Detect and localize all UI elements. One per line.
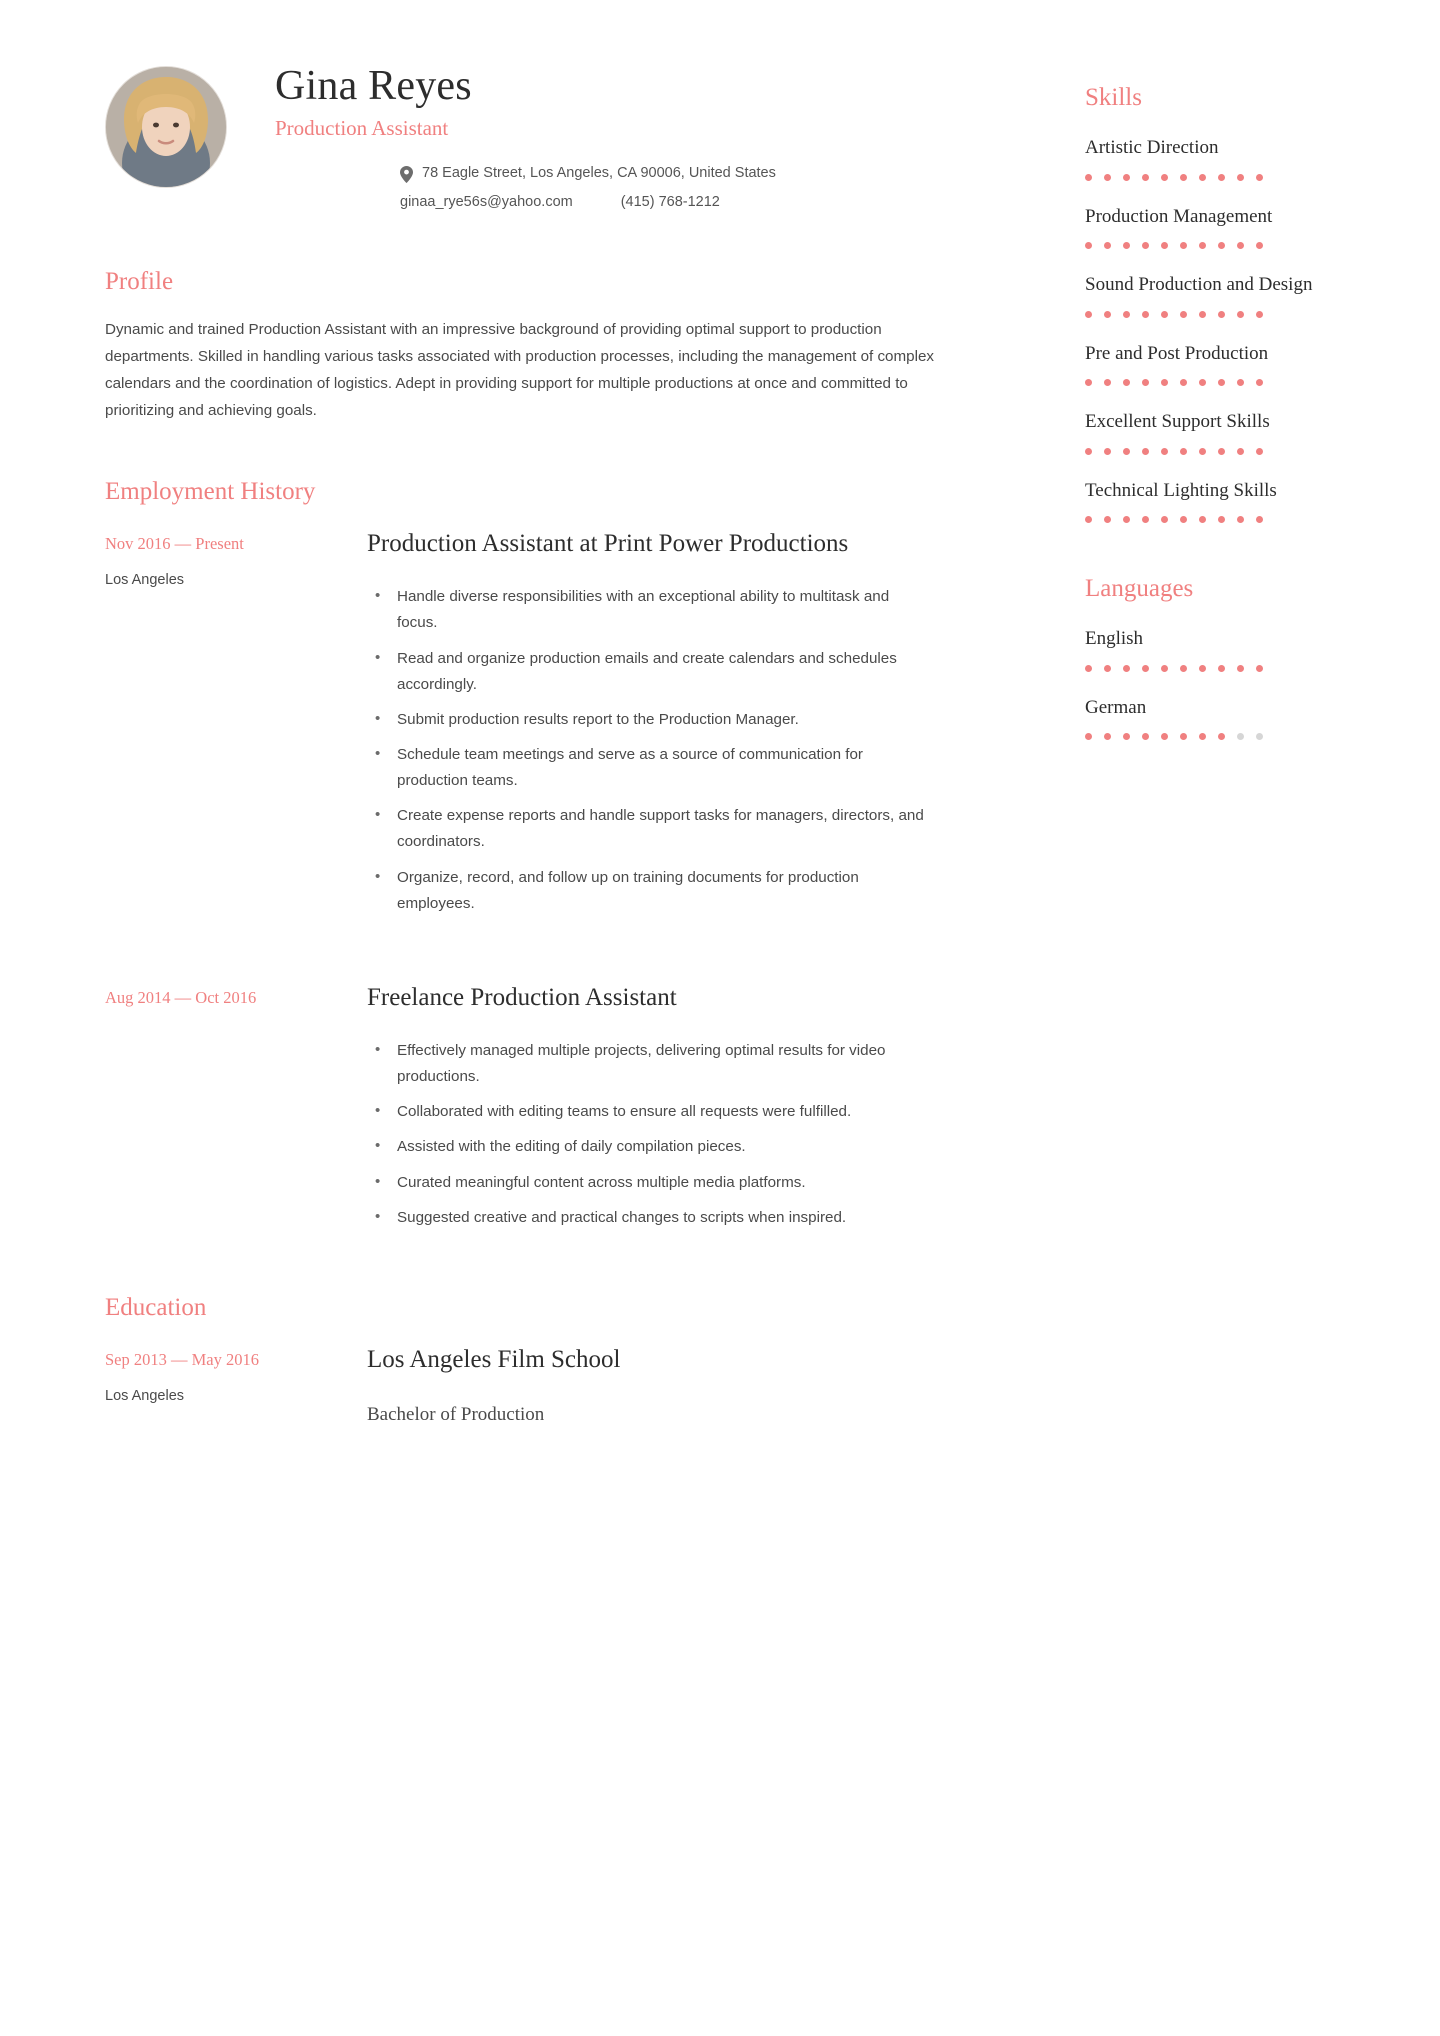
rating-dot (1161, 665, 1168, 672)
skill-item (1085, 271, 1385, 318)
entry-body (367, 526, 960, 926)
rating-dot (1199, 379, 1206, 386)
rating-dot (1180, 516, 1187, 523)
rating-dot (1237, 516, 1244, 523)
rating-dot (1237, 379, 1244, 386)
rating-dot (1180, 448, 1187, 455)
list-item: • Read and organize production emails and create calendars and schedules accordingly. (367, 646, 927, 698)
rating-dot (1256, 379, 1263, 386)
entry-date: Nov 2016 — Present (105, 533, 244, 553)
rating-dot (1123, 516, 1130, 523)
list-item: • Create expense reports and handle support tasks for managers, directors, and coordinators. (367, 803, 927, 855)
contact-email-phone-line (400, 192, 776, 214)
rating-dot (1142, 516, 1149, 523)
entry-bullets (367, 584, 960, 917)
rating-dot (1237, 665, 1244, 672)
entry-bullets (367, 1038, 960, 1231)
sidebar (1085, 56, 1385, 762)
employment-section (105, 478, 960, 1240)
language-level-dots (1085, 733, 1385, 740)
rating-dot (1123, 665, 1130, 672)
page-columns (105, 56, 1360, 1472)
rating-dot (1161, 516, 1168, 523)
rating-dot (1256, 733, 1263, 740)
entry-date: Sep 2013 — May 2016 (105, 1349, 259, 1369)
rating-dot (1161, 242, 1168, 249)
resume-header (105, 56, 960, 214)
list-item: • Curated meaningful content across multiple media platforms. (367, 1170, 927, 1196)
main-column (105, 56, 960, 1472)
rating-dot (1237, 311, 1244, 318)
email-text[interactable]: ginaa_rye56s@yahoo.com (400, 194, 573, 211)
skill-level-dots (1085, 379, 1385, 386)
employment-entry (105, 980, 960, 1240)
rating-dot (1218, 174, 1225, 181)
list-item: • Organize, record, and follow up on training documents for production employees. (367, 865, 927, 917)
rating-dot (1199, 311, 1206, 318)
rating-dot (1256, 516, 1263, 523)
employment-section-title: Employment History (105, 477, 316, 505)
rating-dot (1237, 242, 1244, 249)
entry-location: Los Angeles (105, 571, 185, 588)
skill-level-dots (1085, 311, 1385, 318)
rating-dot (1180, 242, 1187, 249)
language-item (1085, 694, 1385, 741)
entry-body (367, 980, 960, 1240)
rating-dot (1218, 448, 1225, 455)
language-item (1085, 625, 1385, 672)
entry-heading: Freelance Production Assistant (367, 983, 677, 1011)
rating-dot (1161, 448, 1168, 455)
skill-level-dots (1085, 242, 1385, 249)
employment-entry (105, 526, 960, 926)
rating-dot (1161, 379, 1168, 386)
rating-dot (1104, 448, 1111, 455)
education-entry (105, 1342, 960, 1426)
address-text: 78 Eagle Street, Los Angeles, CA 90006, United States (422, 165, 776, 182)
page-title: Gina Reyes (275, 63, 472, 109)
rating-dot (1123, 379, 1130, 386)
rating-dot (1123, 242, 1130, 249)
rating-dot (1199, 733, 1206, 740)
rating-dot (1142, 733, 1149, 740)
rating-dot (1180, 379, 1187, 386)
job-title: Production Assistant (275, 116, 449, 141)
list-item: • Schedule team meetings and serve as a source of communication for production teams. (367, 742, 927, 794)
rating-dot (1161, 174, 1168, 181)
education-section-title: Education (105, 1293, 207, 1321)
rating-dot (1256, 665, 1263, 672)
skill-level-dots (1085, 174, 1385, 181)
skill-item (1085, 134, 1385, 181)
rating-dot (1085, 242, 1092, 249)
skill-label: Pre and Post Production (1085, 342, 1269, 364)
skills-section (1085, 84, 1385, 523)
rating-dot (1161, 311, 1168, 318)
skill-label: Artistic Direction (1085, 137, 1219, 158)
rating-dot (1180, 733, 1187, 740)
rating-dot (1104, 174, 1111, 181)
entry-location: Los Angeles (105, 1387, 185, 1404)
rating-dot (1199, 174, 1206, 181)
location-pin-icon (400, 166, 413, 183)
rating-dot (1237, 174, 1244, 181)
list-item: • Suggested creative and practical changes to scripts when inspired. (367, 1205, 927, 1231)
rating-dot (1142, 379, 1149, 386)
rating-dot (1256, 311, 1263, 318)
phone-text[interactable]: (415) 768-1212 (620, 194, 720, 211)
rating-dot (1085, 733, 1092, 740)
rating-dot (1161, 733, 1168, 740)
skill-item (1085, 477, 1385, 524)
language-level-dots (1085, 665, 1385, 672)
rating-dot (1085, 516, 1092, 523)
rating-dot (1123, 733, 1130, 740)
rating-dot (1123, 448, 1130, 455)
rating-dot (1085, 665, 1092, 672)
contact-address-line (400, 163, 776, 185)
skill-item (1085, 340, 1385, 387)
avatar (105, 66, 227, 188)
rating-dot (1123, 311, 1130, 318)
rating-dot (1256, 242, 1263, 249)
language-label: German (1085, 696, 1147, 718)
entry-heading: Production Assistant at Print Power Productions (367, 529, 849, 557)
rating-dot (1142, 311, 1149, 318)
rating-dot (1085, 379, 1092, 386)
rating-dot (1123, 174, 1130, 181)
list-item: • Submit production results report to the Production Manager. (367, 707, 927, 733)
languages-section (1085, 575, 1385, 740)
list-item: • Handle diverse responsibilities with an exceptional ability to multitask and focus. (367, 584, 927, 636)
list-item: • Assisted with the editing of daily compilation pieces. (367, 1134, 927, 1160)
rating-dot (1199, 448, 1206, 455)
rating-dot (1104, 733, 1111, 740)
entry-meta (105, 1342, 367, 1426)
skill-level-dots (1085, 448, 1385, 455)
skill-label: Sound Production and Design (1085, 274, 1313, 295)
skill-label: Technical Lighting Skills (1085, 479, 1277, 501)
rating-dot (1142, 174, 1149, 181)
rating-dot (1142, 242, 1149, 249)
header-text (275, 56, 776, 214)
rating-dot (1218, 311, 1225, 318)
skill-item (1085, 203, 1385, 250)
rating-dot (1199, 516, 1206, 523)
rating-dot (1256, 174, 1263, 181)
rating-dot (1085, 448, 1092, 455)
entry-heading: Los Angeles Film School (367, 1345, 621, 1373)
languages-section-title: Languages (1085, 575, 1194, 602)
rating-dot (1104, 665, 1111, 672)
entry-date: Aug 2014 — Oct 2016 (105, 987, 257, 1007)
skills-section-title: Skills (1085, 84, 1142, 111)
rating-dot (1256, 448, 1263, 455)
rating-dot (1218, 516, 1225, 523)
rating-dot (1237, 733, 1244, 740)
rating-dot (1104, 516, 1111, 523)
rating-dot (1104, 311, 1111, 318)
rating-dot (1142, 665, 1149, 672)
rating-dot (1218, 665, 1225, 672)
rating-dot (1237, 448, 1244, 455)
education-degree: Bachelor of Production (367, 1404, 545, 1426)
rating-dot (1104, 242, 1111, 249)
rating-dot (1218, 242, 1225, 249)
rating-dot (1085, 311, 1092, 318)
skill-level-dots (1085, 516, 1385, 523)
entry-meta (105, 526, 367, 926)
rating-dot (1199, 665, 1206, 672)
profile-section (105, 268, 960, 424)
rating-dot (1180, 174, 1187, 181)
rating-dot (1180, 311, 1187, 318)
skill-label: Production Management (1085, 205, 1273, 227)
rating-dot (1104, 379, 1111, 386)
rating-dot (1180, 665, 1187, 672)
skill-label: Excellent Support Skills (1085, 411, 1270, 432)
skill-item (1085, 408, 1385, 455)
rating-dot (1085, 174, 1092, 181)
entry-meta (105, 980, 367, 1240)
rating-dot (1218, 379, 1225, 386)
rating-dot (1199, 242, 1206, 249)
list-item: • Effectively managed multiple projects, delivering optimal results for video productions. (367, 1038, 927, 1090)
rating-dot (1218, 733, 1225, 740)
entry-body (367, 1342, 960, 1426)
profile-section-title: Profile (105, 267, 174, 295)
language-label: English (1085, 628, 1144, 649)
list-item: • Collaborated with editing teams to ensure all requests were fulfilled. (367, 1099, 927, 1125)
profile-text: Dynamic and trained Production Assistant with an impressive background of providing optimal support to production departments. Skilled in handling various tasks associated with production processes, including the management of complex calendars and the coordination of logistics. Adept in providing support for multiple productions at once and committed to prioritizing and achieving goals. (105, 320, 935, 419)
education-section (105, 1294, 960, 1426)
rating-dot (1142, 448, 1149, 455)
